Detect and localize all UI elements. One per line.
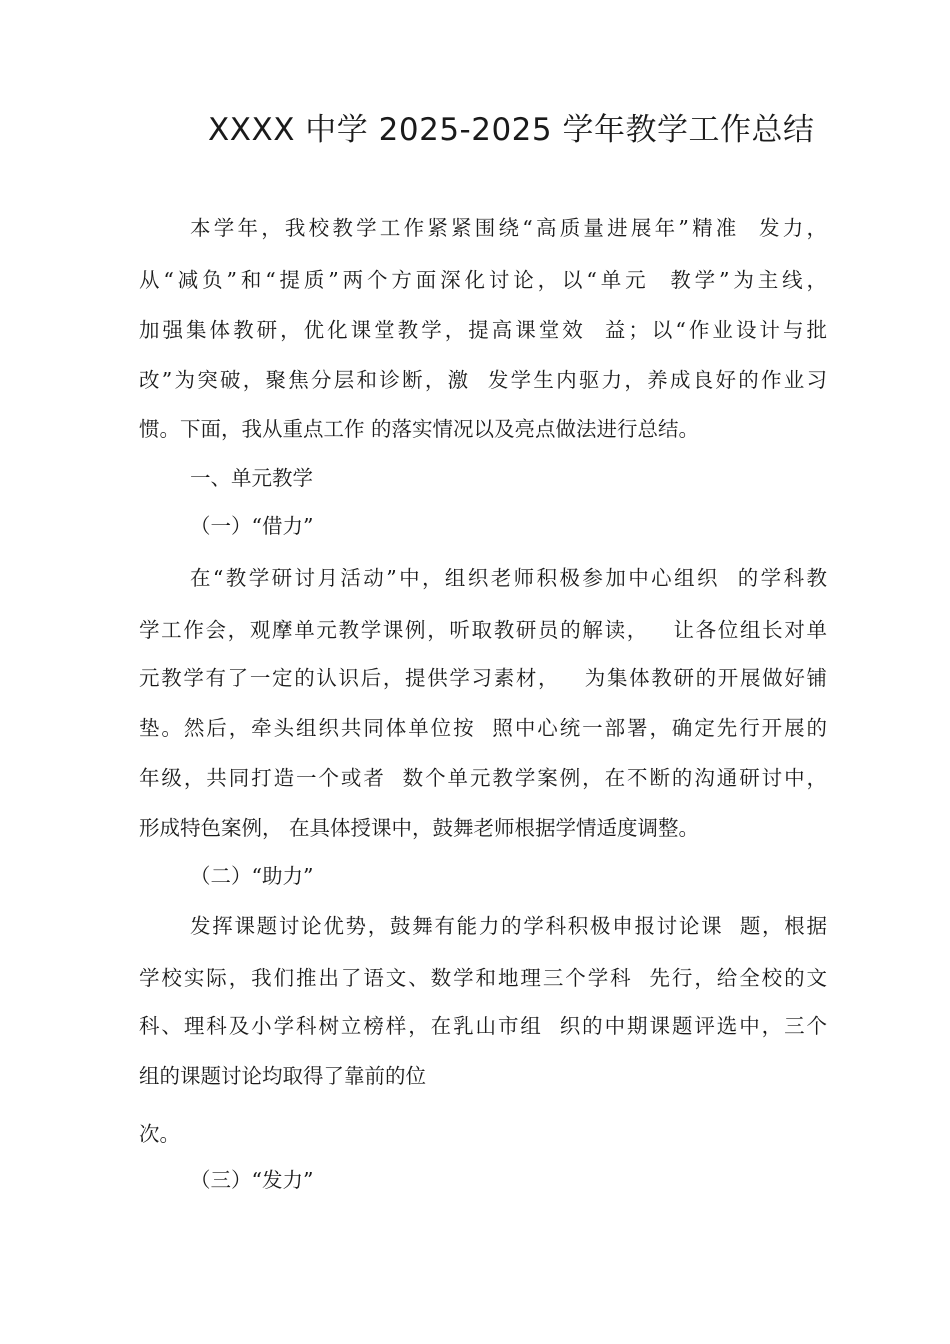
intro-line-2: 从“减负”和“提质”两个方面深化讨论，以“单元 教学”为主线，: [139, 268, 827, 292]
sub2-line-2: 学校实际，我们推出了语文、数学和地理三个学科 先行，给全校的文: [139, 966, 827, 990]
sub1-line-5: 年级，共同打造一个或者 数个单元教学案例，在不断的沟通研讨中，: [139, 766, 827, 790]
subsection-heading-3: （三）“发力”: [190, 1168, 314, 1192]
sub1-line-1: 在“教学研讨月活动”中，组织老师积极参加中心组织 的学科教: [190, 566, 827, 590]
subsection-heading-2: （二）“助力”: [190, 864, 314, 888]
section-heading-unit-teaching: 一、单元教学: [190, 466, 313, 490]
sub1-line-4: 垫。然后，牵头组织共同体单位按 照中心统一部署，确定先行开展的: [139, 716, 827, 740]
sub2-line-4: 组的课题讨论均取得了靠前的位: [139, 1064, 426, 1088]
sub2-line-5: 次。: [139, 1122, 180, 1146]
sub2-line-1: 发挥课题讨论优势，鼓舞有能力的学科积极申报讨论课 题，根据: [190, 914, 827, 938]
subsection-heading-1: （一）“借力”: [190, 514, 314, 538]
sub1-line-6: 形成特色案例， 在具体授课中，鼓舞老师根据学情适度调整。: [139, 816, 700, 840]
sub2-line-3: 科、理科及小学科树立榜样，在乳山市组 织的中期课题评选中，三个: [139, 1014, 827, 1038]
page-title: XXXX 中学 2025-2025 学年教学工作总结: [208, 112, 815, 148]
intro-line-1: 本学年，我校教学工作紧紧围绕“高质量进展年”精准 发力，: [190, 216, 827, 240]
intro-line-4: 改”为突破，聚焦分层和诊断，激 发学生内驱力，养成良好的作业习: [139, 368, 827, 392]
sub1-line-2: 学工作会，观摩单元教学课例，听取教研员的解读， 让各位组长对单: [139, 618, 827, 642]
sub1-line-3: 元教学有了一定的认识后，提供学习素材， 为集体教研的开展做好铺: [139, 666, 827, 690]
intro-line-5: 惯。下面，我从重点工作 的落实情况以及亮点做法进行总结。: [139, 417, 700, 441]
intro-line-3: 加强集体教研，优化课堂教学，提高课堂效 益；以“作业设计与批: [139, 318, 827, 342]
